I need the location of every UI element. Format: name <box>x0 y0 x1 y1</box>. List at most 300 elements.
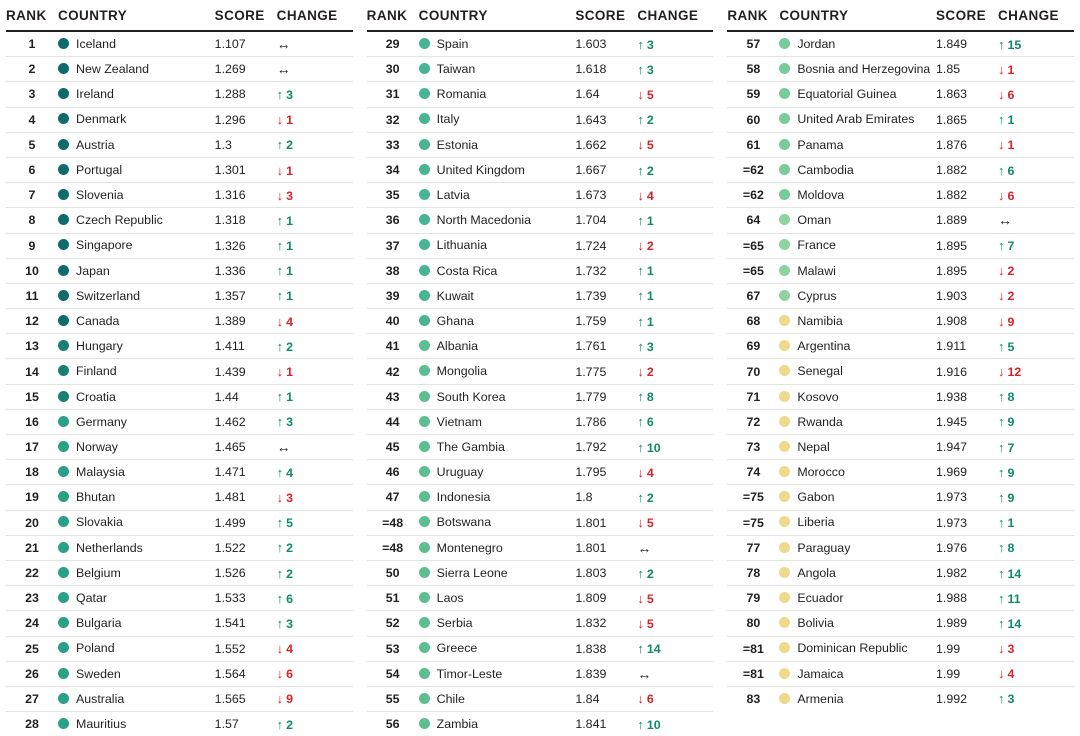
country-color-dot-icon <box>58 693 69 704</box>
arrow-down-icon: ↓ <box>637 238 644 254</box>
country-color-dot-icon <box>58 315 69 326</box>
table-row <box>727 57 1074 82</box>
change-cell <box>277 233 353 258</box>
change-value: 4 <box>646 188 654 203</box>
change-value: 3 <box>646 37 654 52</box>
rank-cell: 35 <box>367 183 419 208</box>
change-value: 3 <box>286 87 294 102</box>
rank-cell: 20 <box>6 510 58 535</box>
country-color-dot-icon <box>419 315 430 326</box>
country-cell <box>419 334 576 359</box>
table-row <box>6 611 353 636</box>
change-value: 14 <box>646 642 661 657</box>
change-value: 6 <box>1007 163 1015 178</box>
country-name: Sierra Leone <box>436 565 508 580</box>
arrow-down-icon: ↓ <box>276 112 284 128</box>
arrow-down-icon: ↓ <box>276 691 284 707</box>
change-value: 12 <box>1007 365 1022 380</box>
change-value: 14 <box>1007 616 1022 631</box>
change-cell <box>998 57 1074 82</box>
score-cell: 1.895 <box>936 233 998 258</box>
country-color-dot-icon <box>779 642 790 653</box>
ranking-table <box>367 8 714 736</box>
score-cell: 1.938 <box>936 384 998 409</box>
change-value: 1 <box>286 289 294 304</box>
arrow-down-icon: ↓ <box>637 86 644 102</box>
table-row <box>727 485 1074 510</box>
country-name: Slovakia <box>76 515 123 530</box>
country-color-dot-icon <box>419 239 430 250</box>
score-cell: 1.603 <box>575 31 637 57</box>
country-cell <box>419 435 576 460</box>
score-cell: 1.411 <box>215 334 277 359</box>
change-value: 6 <box>646 415 654 430</box>
table-row <box>727 586 1074 611</box>
table-row <box>367 31 714 57</box>
change-cell <box>277 636 353 661</box>
rank-cell: 4 <box>6 107 58 132</box>
change-cell <box>637 334 713 359</box>
country-color-dot-icon <box>419 567 430 578</box>
table-row <box>367 157 714 182</box>
change-value: 3 <box>1007 692 1015 707</box>
change-value: 2 <box>646 239 654 254</box>
country-name: Spain <box>436 36 469 51</box>
country-color-dot-icon <box>419 668 430 679</box>
country-name: Panama <box>797 137 844 152</box>
arrow-down-icon: ↓ <box>998 313 1005 329</box>
change-value: 6 <box>1007 188 1015 203</box>
country-color-dot-icon <box>779 265 790 276</box>
rank-cell: =65 <box>727 233 779 258</box>
arrow-up-icon: ↑ <box>276 288 284 304</box>
rank-cell: 6 <box>6 157 58 182</box>
change-value: 1 <box>1007 113 1015 128</box>
country-name: Hungary <box>76 339 123 354</box>
country-color-dot-icon <box>419 214 430 225</box>
table-row <box>727 384 1074 409</box>
arrow-up-icon: ↑ <box>276 238 284 254</box>
change-value: 7 <box>1007 440 1015 455</box>
arrow-up-icon: ↑ <box>998 590 1005 606</box>
country-cell <box>419 258 576 283</box>
change-value: 2 <box>286 339 294 354</box>
country-name: Austria <box>76 137 115 152</box>
change-cell <box>998 661 1074 686</box>
country-cell <box>779 636 936 661</box>
country-cell <box>58 485 215 510</box>
rank-cell: 22 <box>6 560 58 585</box>
header-row <box>6 8 353 31</box>
rank-cell: 36 <box>367 208 419 233</box>
change-value: 1 <box>286 365 294 380</box>
table-row <box>6 132 353 157</box>
country-cell <box>58 283 215 308</box>
country-cell <box>419 560 576 585</box>
country-name: Latvia <box>436 188 470 203</box>
arrow-down-icon: ↓ <box>637 590 644 606</box>
table-row <box>727 283 1074 308</box>
change-value: 5 <box>646 87 654 102</box>
rank-cell: 67 <box>727 283 779 308</box>
table-row <box>367 57 714 82</box>
arrow-up-icon: ↑ <box>276 263 284 279</box>
score-cell: 1.296 <box>215 107 277 132</box>
change-cell <box>277 661 353 686</box>
change-value: 1 <box>286 264 294 279</box>
arrow-down-icon: ↓ <box>276 187 284 203</box>
country-cell <box>779 460 936 485</box>
change-cell <box>998 233 1074 258</box>
rank-cell: 41 <box>367 334 419 359</box>
score-cell: 1.865 <box>936 107 998 132</box>
country-color-dot-icon <box>419 38 430 49</box>
rank-cell: 83 <box>746 691 761 706</box>
rank-cell: 10 <box>6 258 58 283</box>
country-name: South Korea <box>436 389 506 404</box>
arrow-up-icon: ↑ <box>637 162 644 178</box>
score-cell: 1.439 <box>215 359 277 384</box>
country-color-dot-icon <box>419 693 430 704</box>
country-name: Denmark <box>76 112 127 127</box>
country-name: Singapore <box>76 238 133 253</box>
change-value: 15 <box>1007 37 1022 52</box>
rank-cell: 38 <box>367 258 419 283</box>
country-cell <box>779 510 936 535</box>
rank-cell: 70 <box>727 359 779 384</box>
country-color-dot-icon <box>419 113 430 124</box>
score-cell: 1.357 <box>215 283 277 308</box>
country-name: Ecuador <box>797 591 844 606</box>
change-value: 8 <box>646 390 654 405</box>
country-color-dot-icon <box>58 491 69 502</box>
change-value: 2 <box>646 490 654 505</box>
change-cell <box>998 435 1074 460</box>
rank-cell: 21 <box>6 535 58 560</box>
country-name: Sweden <box>76 666 121 681</box>
change-cell <box>277 435 353 460</box>
arrow-up-icon: ↑ <box>276 716 284 732</box>
country-color-dot-icon <box>58 642 69 653</box>
arrow-down-icon: ↓ <box>998 86 1005 102</box>
table-row <box>6 510 353 535</box>
rank-cell: =81 <box>727 661 779 686</box>
arrow-up-icon: ↑ <box>998 540 1005 556</box>
country-color-dot-icon <box>419 63 430 74</box>
score-cell: 1.522 <box>215 535 277 560</box>
country-color-dot-icon <box>419 718 430 729</box>
arrow-up-icon: ↑ <box>637 112 644 128</box>
change-value: 4 <box>286 314 294 329</box>
country-name: New Zealand <box>76 62 150 77</box>
score-cell: 1.761 <box>575 334 637 359</box>
rank-cell: 5 <box>6 132 58 157</box>
arrow-up-icon: ↑ <box>998 464 1005 480</box>
column-header-country: COUNTRY <box>419 8 576 31</box>
arrow-up-icon: ↑ <box>637 61 644 77</box>
country-name: Jamaica <box>797 666 844 681</box>
table-row <box>367 208 714 233</box>
score-cell: 1.643 <box>575 107 637 132</box>
country-color-dot-icon <box>58 542 69 553</box>
arrow-down-icon: ↓ <box>998 263 1005 279</box>
rank-cell: 80 <box>727 611 779 636</box>
table-row <box>727 233 1074 258</box>
arrow-down-icon: ↓ <box>637 691 644 707</box>
country-name: Chile <box>436 691 465 706</box>
change-cell <box>277 460 353 485</box>
rank-cell: 60 <box>727 107 779 132</box>
change-cell <box>637 611 713 636</box>
country-name: Slovenia <box>76 188 124 203</box>
country-cell <box>58 409 215 434</box>
score-cell: 1.724 <box>575 233 637 258</box>
change-value: 11 <box>1007 591 1021 606</box>
change-cell <box>277 510 353 535</box>
country-cell <box>419 611 576 636</box>
change-value: 8 <box>1007 390 1015 405</box>
change-value: 3 <box>286 415 294 430</box>
change-cell <box>637 57 713 82</box>
score-cell: 1.889 <box>936 208 998 233</box>
country-cell <box>779 611 936 636</box>
change-cell <box>998 636 1074 661</box>
change-value: 9 <box>1007 314 1015 329</box>
change-value: 5 <box>646 616 654 631</box>
table-row <box>727 258 1074 283</box>
country-color-dot-icon <box>779 63 790 74</box>
arrow-same-icon: ↔ <box>637 539 652 556</box>
change-cell <box>998 409 1074 434</box>
country-name: Argentina <box>797 339 851 354</box>
change-cell <box>277 611 353 636</box>
country-name: Estonia <box>436 137 479 152</box>
country-name: Namibia <box>797 313 843 328</box>
country-color-dot-icon <box>58 441 69 452</box>
country-cell <box>779 283 936 308</box>
arrow-up-icon: ↑ <box>637 439 644 455</box>
score-cell: 1.832 <box>575 611 637 636</box>
table-row <box>6 560 353 585</box>
country-color-dot-icon <box>419 491 430 502</box>
country-cell <box>779 359 936 384</box>
change-value: 10 <box>646 440 661 455</box>
country-name: Oman <box>797 213 832 228</box>
score-cell: 1.903 <box>936 283 998 308</box>
country-color-dot-icon <box>419 542 430 553</box>
change-cell <box>277 359 353 384</box>
table-row <box>6 686 353 711</box>
change-cell <box>637 636 713 661</box>
country-name: Costa Rica <box>436 263 498 278</box>
country-name: United Kingdom <box>436 162 525 177</box>
country-color-dot-icon <box>58 214 69 225</box>
change-value: 2 <box>286 541 294 556</box>
change-value: 1 <box>646 213 654 228</box>
change-value: 1 <box>286 390 294 405</box>
country-color-dot-icon <box>779 290 790 301</box>
country-name: Jordan <box>797 36 836 51</box>
change-cell <box>998 611 1074 636</box>
change-value: 8 <box>1007 541 1015 556</box>
country-color-dot-icon <box>779 567 790 578</box>
score-cell: 1.618 <box>575 57 637 82</box>
change-cell <box>637 686 713 711</box>
rank-cell: 77 <box>727 535 779 560</box>
table-row <box>727 661 1074 686</box>
score-cell: 1.982 <box>936 560 998 585</box>
change-cell <box>637 661 713 686</box>
arrow-down-icon: ↓ <box>998 641 1005 657</box>
change-cell <box>637 359 713 384</box>
table-row <box>6 208 353 233</box>
country-color-dot-icon <box>419 642 430 653</box>
country-color-dot-icon <box>419 516 430 527</box>
change-value: 2 <box>646 113 654 128</box>
country-name: Armenia <box>797 691 844 706</box>
country-color-dot-icon <box>779 113 790 124</box>
rank-cell: 53 <box>367 636 419 661</box>
country-color-dot-icon <box>779 38 790 49</box>
country-name: Croatia <box>76 389 116 404</box>
country-name: Poland <box>76 641 115 656</box>
arrow-down-icon: ↓ <box>276 364 284 380</box>
country-color-dot-icon <box>779 466 790 477</box>
rank-cell: =62 <box>727 157 779 182</box>
table-row <box>6 183 353 208</box>
table-row <box>367 334 714 359</box>
change-cell <box>277 309 353 334</box>
score-cell: 1.947 <box>936 435 998 460</box>
country-name: Gabon <box>797 490 835 505</box>
arrow-up-icon: ↑ <box>998 112 1005 128</box>
change-value: 4 <box>286 642 294 657</box>
arrow-up-icon: ↑ <box>998 238 1005 254</box>
change-cell <box>998 258 1074 283</box>
column-header-country: COUNTRY <box>779 8 936 31</box>
change-cell <box>277 107 353 132</box>
table-row <box>367 258 714 283</box>
rank-cell: =62 <box>727 183 779 208</box>
country-cell <box>779 384 936 409</box>
change-cell <box>998 586 1074 611</box>
table-row <box>367 611 714 636</box>
change-value: 10 <box>646 717 661 732</box>
arrow-up-icon: ↑ <box>998 489 1005 505</box>
change-cell <box>277 586 353 611</box>
column-header-score: SCORE <box>215 8 277 31</box>
country-cell <box>58 183 215 208</box>
change-cell <box>998 485 1074 510</box>
country-name: Cyprus <box>797 288 837 303</box>
table-row <box>367 409 714 434</box>
rank-cell: 12 <box>6 309 58 334</box>
score-cell: 1.565 <box>215 686 277 711</box>
arrow-down-icon: ↓ <box>998 364 1005 380</box>
table-row <box>6 107 353 132</box>
change-value: 3 <box>286 188 294 203</box>
country-cell <box>419 485 576 510</box>
table-row <box>6 409 353 434</box>
country-name: Paraguay <box>797 540 851 555</box>
rank-cell: 57 <box>727 31 779 57</box>
country-cell <box>419 359 576 384</box>
column-header-score: SCORE <box>575 8 637 31</box>
score-cell: 1.779 <box>575 384 637 409</box>
score-cell: 1.389 <box>215 309 277 334</box>
country-name: Iceland <box>76 36 116 51</box>
country-name: Dominican Republic <box>797 641 908 656</box>
country-cell <box>779 485 936 510</box>
arrow-up-icon: ↑ <box>998 515 1005 531</box>
country-name: Mauritius <box>76 716 127 731</box>
country-cell <box>419 636 576 661</box>
rank-cell: 42 <box>367 359 419 384</box>
table-row <box>6 359 353 384</box>
country-cell <box>419 661 576 686</box>
rank-cell: =81 <box>727 636 779 661</box>
rank-cell: 46 <box>367 460 419 485</box>
table-row <box>727 686 1074 711</box>
rank-cell: 51 <box>367 586 419 611</box>
arrow-up-icon: ↑ <box>998 162 1005 178</box>
change-value: 5 <box>286 516 294 531</box>
score-cell: 1.838 <box>575 636 637 661</box>
change-cell <box>637 435 713 460</box>
table-row <box>367 535 714 560</box>
change-value: 2 <box>646 163 654 178</box>
rank-cell: 44 <box>367 409 419 434</box>
rank-cell: 25 <box>6 636 58 661</box>
arrow-up-icon: ↑ <box>637 212 644 228</box>
score-cell: 1.316 <box>215 183 277 208</box>
column-header-change: CHANGE <box>998 8 1074 31</box>
arrow-up-icon: ↑ <box>637 263 644 279</box>
change-cell <box>998 460 1074 485</box>
table-row <box>6 157 353 182</box>
change-value: 6 <box>1007 87 1015 102</box>
rank-cell: 73 <box>727 435 779 460</box>
country-cell <box>58 132 215 157</box>
score-cell: 1.85 <box>936 57 998 82</box>
change-cell <box>637 132 713 157</box>
country-name: Qatar <box>76 591 107 606</box>
arrow-up-icon: ↑ <box>276 389 284 405</box>
country-cell <box>58 460 215 485</box>
country-cell <box>58 661 215 686</box>
score-cell: 1.786 <box>575 409 637 434</box>
arrow-down-icon: ↓ <box>276 666 284 682</box>
change-value: 9 <box>1007 490 1015 505</box>
country-name: Germany <box>76 414 127 429</box>
change-value: 1 <box>286 163 294 178</box>
change-cell <box>637 560 713 585</box>
rank-cell: 33 <box>367 132 419 157</box>
table-row <box>367 107 714 132</box>
score-cell: 1.662 <box>575 132 637 157</box>
country-name: Belgium <box>76 565 121 580</box>
table-row <box>727 309 1074 334</box>
country-color-dot-icon <box>779 88 790 99</box>
change-value: 2 <box>646 365 654 380</box>
change-cell <box>998 82 1074 107</box>
score-cell: 1.841 <box>575 717 607 732</box>
country-name: Zambia <box>436 716 478 731</box>
rank-cell: 32 <box>367 107 419 132</box>
arrow-down-icon: ↓ <box>998 137 1005 153</box>
country-color-dot-icon <box>58 189 69 200</box>
change-value: 3 <box>646 339 654 354</box>
